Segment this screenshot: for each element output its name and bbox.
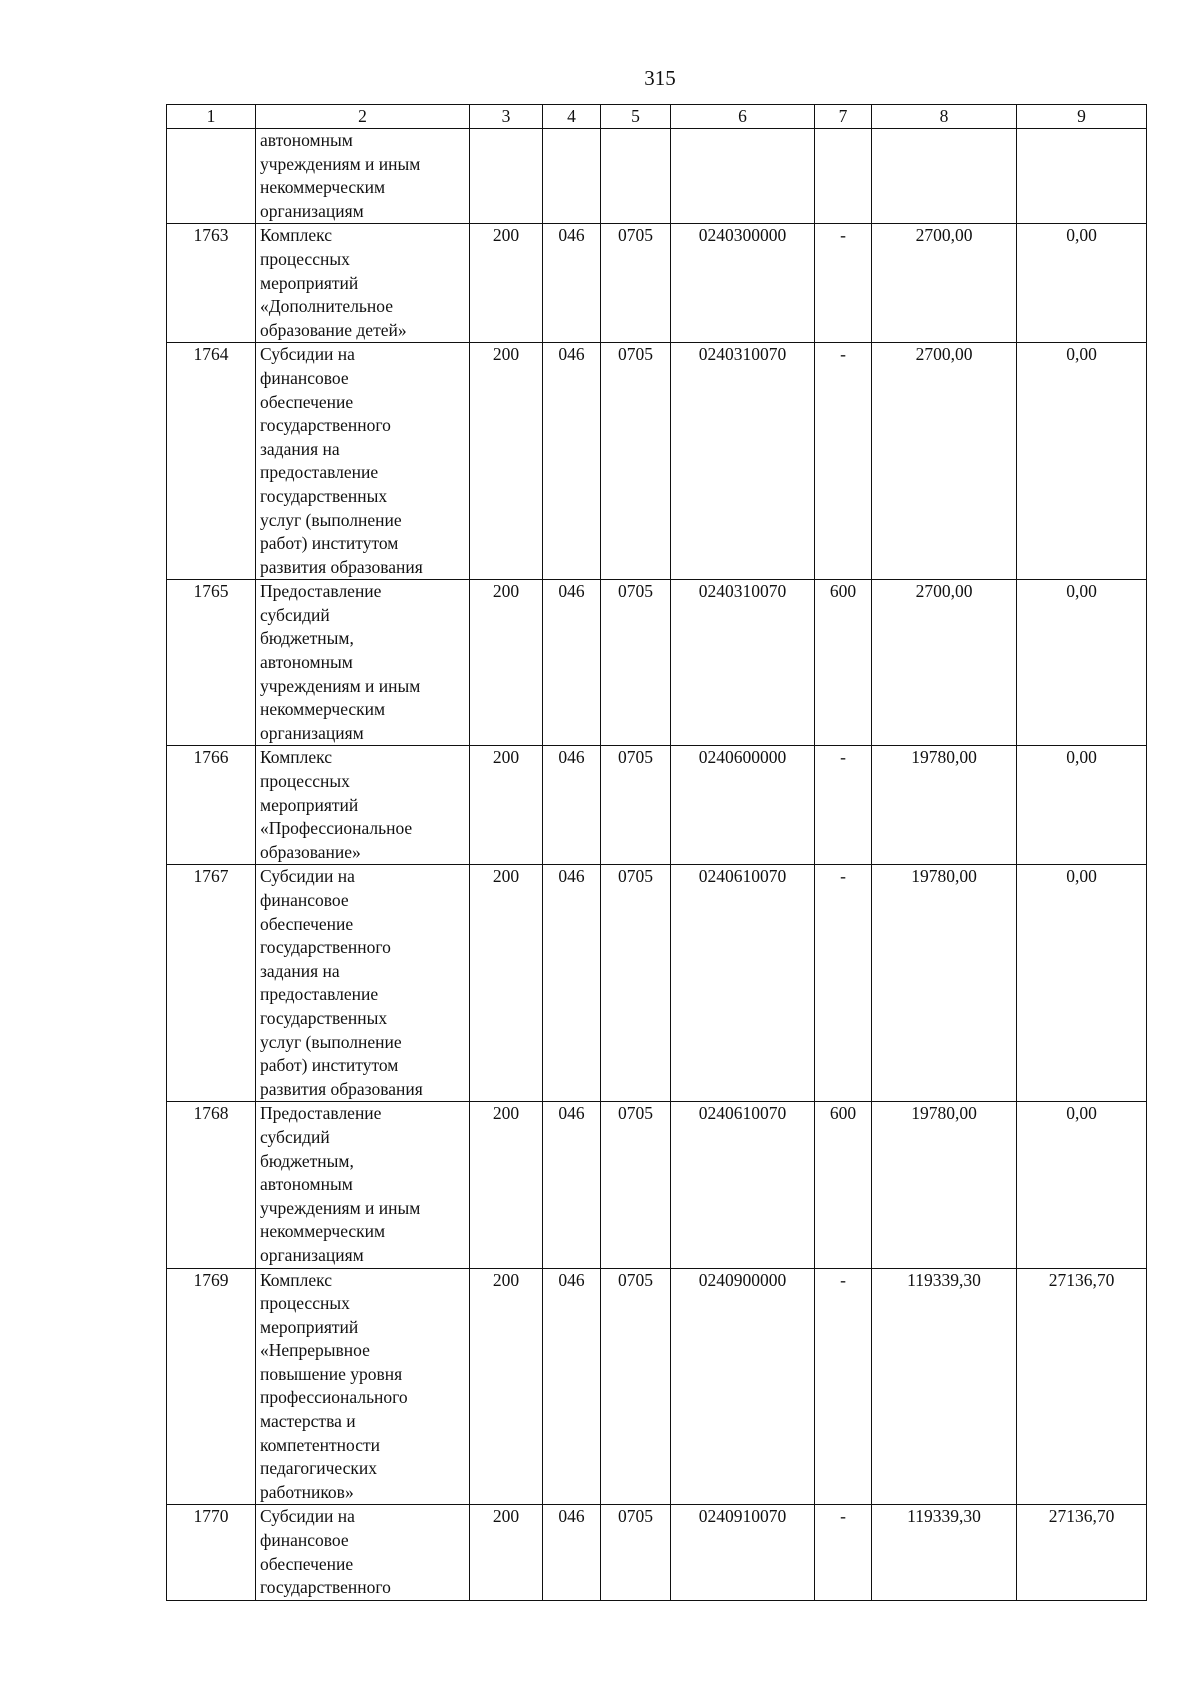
description-line: процессных <box>260 248 350 269</box>
cell-amount-8: 119339,30 <box>872 1505 1017 1600</box>
cell-code-3: 200 <box>470 1268 543 1505</box>
description-line: Субсидии на <box>260 1506 355 1527</box>
description-line: Комплекс <box>260 1269 332 1290</box>
column-header-3: 3 <box>470 105 543 129</box>
description-line: некоммерческим <box>260 699 386 720</box>
description-line: педагогических <box>260 1458 377 1479</box>
description-line: Предоставление <box>260 1103 382 1124</box>
cell-code-3: 200 <box>470 580 543 746</box>
table-row <box>167 580 1147 746</box>
cell-section: 0705 <box>601 580 671 746</box>
cell-amount-8: 19780,00 <box>872 865 1017 1102</box>
description-line: государственного <box>260 937 391 958</box>
description-line: Субсидии на <box>260 866 355 887</box>
description-line: компетентности <box>260 1434 380 1455</box>
description-line: мероприятий <box>260 1316 359 1337</box>
cell-description <box>256 580 470 746</box>
cell-target-article: 0240600000 <box>671 746 815 865</box>
description-line: финансовое <box>260 367 349 388</box>
column-header-9: 9 <box>1017 105 1147 129</box>
cell-section: 0705 <box>601 1102 671 1268</box>
cell-code-3 <box>470 129 543 224</box>
cell-code-4: 046 <box>543 1102 601 1268</box>
description-line: профессионального <box>260 1387 408 1408</box>
cell-amount-8: 2700,00 <box>872 580 1017 746</box>
column-header-1: 1 <box>167 105 256 129</box>
cell-amount-9: 0,00 <box>1017 224 1147 343</box>
description-line: «Дополнительное <box>260 296 394 317</box>
cell-target-article: 0240300000 <box>671 224 815 343</box>
table-row <box>167 1505 1147 1600</box>
cell-row-number: 1766 <box>167 746 256 865</box>
cell-expense-type: - <box>815 224 872 343</box>
cell-expense-type: - <box>815 1268 872 1505</box>
cell-description <box>256 1102 470 1268</box>
description-line: учреждениям и иным <box>260 153 421 174</box>
cell-code-4: 046 <box>543 580 601 746</box>
description-line: услуг (выполнение <box>260 509 402 530</box>
description-line: предоставление <box>260 462 379 483</box>
cell-section: 0705 <box>601 224 671 343</box>
cell-expense-type: - <box>815 865 872 1102</box>
cell-row-number: 1765 <box>167 580 256 746</box>
cell-section: 0705 <box>601 1268 671 1505</box>
cell-amount-9: 0,00 <box>1017 343 1147 580</box>
cell-row-number: 1768 <box>167 1102 256 1268</box>
description-line: государственных <box>260 485 388 506</box>
description-line: финансовое <box>260 890 349 910</box>
table-row <box>167 1268 1147 1505</box>
cell-target-article <box>671 129 815 224</box>
cell-target-article: 0240910070 <box>671 1505 815 1600</box>
description-line: учреждениям и иным <box>260 675 421 696</box>
description-line: работ) институтом <box>260 1055 399 1076</box>
description-line: Предоставление <box>260 581 382 602</box>
cell-section <box>601 129 671 224</box>
cell-amount-9: 0,00 <box>1017 580 1147 746</box>
description-line: бюджетным, <box>260 1150 354 1171</box>
description-line: «Непрерывное <box>260 1340 370 1361</box>
cell-amount-9: 27136,70 <box>1017 1268 1147 1505</box>
cell-amount-8: 2700,00 <box>872 224 1017 343</box>
description-line: образование детей» <box>260 319 407 340</box>
description-line: государственного <box>260 1577 391 1598</box>
cell-section: 0705 <box>601 746 671 865</box>
cell-target-article: 0240310070 <box>671 343 815 580</box>
cell-code-4 <box>543 129 601 224</box>
table-row <box>167 746 1147 865</box>
description-line: мероприятий <box>260 272 359 293</box>
cell-code-3: 200 <box>470 1102 543 1268</box>
description-line: услуг (выполнение <box>260 1031 402 1052</box>
cell-code-4: 046 <box>543 1505 601 1600</box>
description-line: повышение уровня <box>260 1363 403 1384</box>
description-line: некоммерческим <box>260 1221 386 1242</box>
description-line: Субсидии на <box>260 344 355 365</box>
cell-row-number: 1769 <box>167 1268 256 1505</box>
description-line: процессных <box>260 1293 350 1314</box>
cell-code-4: 046 <box>543 224 601 343</box>
description-line: финансовое <box>260 1530 349 1551</box>
cell-row-number <box>167 129 256 224</box>
description-line: обеспечение <box>260 913 354 934</box>
column-header-7: 7 <box>815 105 872 129</box>
description-line: задания на <box>260 960 340 981</box>
cell-code-3: 200 <box>470 746 543 865</box>
cell-section: 0705 <box>601 343 671 580</box>
column-header-2: 2 <box>256 105 470 129</box>
description-line: организациям <box>260 1244 364 1265</box>
description-line: развития образования <box>260 1078 423 1099</box>
description-line: обеспечение <box>260 1553 354 1574</box>
cell-expense-type: - <box>815 343 872 580</box>
description-line: организациям <box>260 722 364 743</box>
budget-table <box>166 104 1147 1601</box>
cell-amount-9: 27136,70 <box>1017 1505 1147 1600</box>
cell-amount-8: 2700,00 <box>872 343 1017 580</box>
column-header-6: 6 <box>671 105 815 129</box>
cell-description <box>256 746 470 865</box>
description-line: организациям <box>260 200 364 221</box>
cell-amount-9 <box>1017 129 1147 224</box>
cell-row-number: 1763 <box>167 224 256 343</box>
description-line: мастерства и <box>260 1411 356 1432</box>
description-line: автономным <box>260 652 353 673</box>
cell-expense-type: 600 <box>815 1102 872 1268</box>
table-body <box>167 129 1147 1601</box>
cell-amount-8: 19780,00 <box>872 746 1017 865</box>
cell-code-3: 200 <box>470 224 543 343</box>
description-line: субсидий <box>260 604 330 625</box>
cell-row-number: 1767 <box>167 865 256 1102</box>
cell-amount-9: 0,00 <box>1017 1102 1147 1268</box>
cell-expense-type: - <box>815 746 872 865</box>
table-row <box>167 343 1147 580</box>
cell-target-article: 0240310070 <box>671 580 815 746</box>
cell-expense-type: 600 <box>815 580 872 746</box>
header-row <box>167 105 1147 129</box>
description-line: «Профессиональное <box>260 818 413 839</box>
description-line: государственного <box>260 415 391 436</box>
cell-code-4: 046 <box>543 1268 601 1505</box>
description-line: работников» <box>260 1481 354 1502</box>
cell-amount-9: 0,00 <box>1017 865 1147 1102</box>
cell-description <box>256 129 470 224</box>
description-line: работ) институтом <box>260 533 399 554</box>
description-line: мероприятий <box>260 794 359 815</box>
cell-target-article: 0240610070 <box>671 1102 815 1268</box>
cell-code-3: 200 <box>470 343 543 580</box>
cell-amount-9: 0,00 <box>1017 746 1147 865</box>
description-line: субсидий <box>260 1126 330 1147</box>
cell-description <box>256 865 470 1102</box>
cell-row-number: 1764 <box>167 343 256 580</box>
description-line: образование» <box>260 841 361 862</box>
table-row <box>167 865 1147 1102</box>
cell-section: 0705 <box>601 865 671 1102</box>
cell-code-4: 046 <box>543 746 601 865</box>
description-line: учреждениям и иным <box>260 1197 421 1218</box>
description-line: задания на <box>260 438 340 459</box>
column-header-4: 4 <box>543 105 601 129</box>
description-line: Комплекс <box>260 747 332 768</box>
cell-code-4: 046 <box>543 343 601 580</box>
description-line: обеспечение <box>260 391 354 412</box>
description-line: государственных <box>260 1007 388 1028</box>
description-line: развития образования <box>260 556 423 577</box>
cell-amount-8: 119339,30 <box>872 1268 1017 1505</box>
description-line: автономным <box>260 130 353 150</box>
table-row <box>167 224 1147 343</box>
page-number: 315 <box>644 66 676 90</box>
cell-target-article: 0240610070 <box>671 865 815 1102</box>
description-line: предоставление <box>260 984 379 1005</box>
cell-target-article: 0240900000 <box>671 1268 815 1505</box>
cell-expense-type: - <box>815 1505 872 1600</box>
description-line: процессных <box>260 771 350 792</box>
cell-code-4: 046 <box>543 865 601 1102</box>
cell-row-number: 1770 <box>167 1505 256 1600</box>
cell-description <box>256 1268 470 1505</box>
cell-code-3: 200 <box>470 1505 543 1600</box>
cell-description <box>256 224 470 343</box>
column-header-5: 5 <box>601 105 671 129</box>
column-header-8: 8 <box>872 105 1017 129</box>
cell-description <box>256 1505 470 1600</box>
cell-section: 0705 <box>601 1505 671 1600</box>
cell-expense-type <box>815 129 872 224</box>
table-row <box>167 1102 1147 1268</box>
table-row <box>167 129 1147 224</box>
cell-amount-8 <box>872 129 1017 224</box>
cell-description <box>256 343 470 580</box>
cell-amount-8: 19780,00 <box>872 1102 1017 1268</box>
cell-code-3: 200 <box>470 865 543 1102</box>
description-line: Комплекс <box>260 225 332 246</box>
description-line: бюджетным, <box>260 628 354 649</box>
description-line: некоммерческим <box>260 177 386 198</box>
description-line: автономным <box>260 1174 353 1195</box>
